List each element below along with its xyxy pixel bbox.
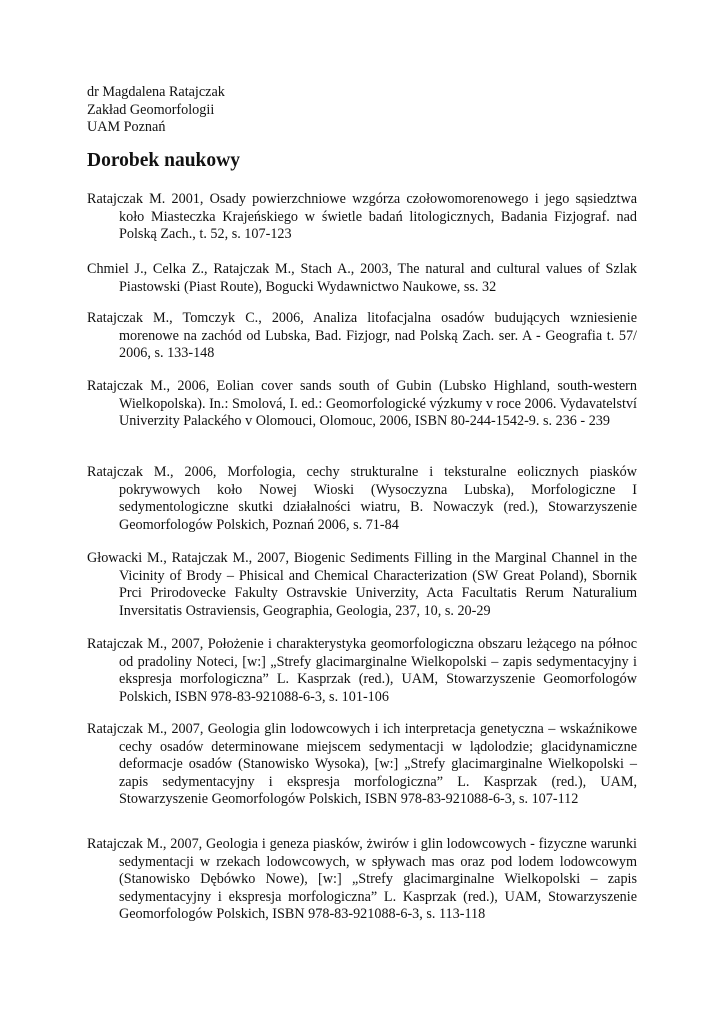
publication-entry: Głowacki M., Ratajczak M., 2007, Biogenic Sediments Filling in the Marginal Channel in the Vicinity of Brody – Phisical and Chemical Characterization (SW Great Poland), Sbornik Prci Prirodovecke Fakulty Ostravskie Univerzity, Acta Facultatis Rerum Naturalium Inversitatis Ostraviensis, Geographia, Geologia, 237, 10, s. 20-29	[87, 550, 637, 619]
publication-entry: Chmiel J., Celka Z., Ratajczak M., Stach A., 2003, The natural and cultural values of Szlak Piastowski (Piast Route), Bogucki Wydawnictwo Naukowe, ss. 32	[87, 261, 637, 295]
publication-entry: Ratajczak M., 2007, Położenie i charakterystyka geomorfologiczna obszaru leżącego na północ od pradoliny Noteci, [w:] „Strefy glacimarginalne Wielkopolski – zapis sedymentacyjny i ekspresja morfologiczna” L. Kasprzak (red.), UAM, Stowarzyszenie Geomorfologów Polskich, ISBN 978-83-921088-6-3, s. 101-106	[87, 636, 637, 705]
author-header	[87, 84, 225, 137]
publication-entry: Ratajczak M., 2006, Eolian cover sands south of Gubin (Lubsko Highland, south-western Wielkopolska). In.: Smolová, I. ed.: Geomorfologické výzkumy v roce 2006. Vydavatelství Univerzity Palackého v Olomouci, Olomouc, 2006, ISBN 80-244-1542-9. s. 236 - 239	[87, 378, 637, 430]
page-title: Dorobek naukowy	[87, 150, 240, 171]
publication-entry: Ratajczak M., 2007, Geologia i geneza piasków, żwirów i glin lodowcowych - fizyczne warunki sedymentacji w rzekach lodowcowych, w spływach mas oraz pod lodem lodowcowym (Stanowisko Dębówko Nowe), [w:] „Strefy glacimarginalne Wielkopolski – zapis sedymentacyjny i ekspresja morfologiczna” L. Kasprzak (red.), UAM, Stowarzyszenie Geomorfologów Polskich, ISBN 978-83-921088-6-3, s. 113-118	[87, 836, 637, 923]
publication-entry: Ratajczak M., 2006, Morfologia, cechy strukturalne i teksturalne eolicznych piasków pokrywowych koło Nowej Wioski (Wysoczyzna Lubska), Morfologiczne I sedymentologiczne skutki działalności wiatru, B. Nowaczyk (red.), Stowarzyszenie Geomorfologów Polskich, Poznań 2006, s. 71-84	[87, 464, 637, 533]
author-department: Zakład Geomorfologii	[87, 101, 215, 118]
publication-entry: Ratajczak M. 2001, Osady powierzchniowe wzgórza czołowomorenowego i jego sąsiedztwa koło Miasteczka Krajeńskiego w świetle badań litologicznych, Badania Fizjograf. nad Polską Zach., t. 52, s. 107-123	[87, 191, 637, 243]
publication-entry: Ratajczak M., 2007, Geologia glin lodowcowych i ich interpretacja genetyczna – wskaźnikowe cechy osadów determinowane miejscem sedymentacji w lądolodzie; glacidynamiczne deformacje osadów (Stanowisko Wysoka), [w:] „Strefy glacimarginalne Wielkopolski – zapis sedymentacyjny i ekspresja morfologiczna” L. Kasprzak (red.), UAM, Stowarzyszenie Geomorfologów Polskich, ISBN 978-83-921088-6-3, s. 107-112	[87, 721, 637, 808]
author-name: dr Magdalena Ratajczak	[87, 84, 225, 100]
publication-entry: Ratajczak M., Tomczyk C., 2006, Analiza litofacjalna osadów budujących wzniesienie morenowe na zachód od Lubska, Bad. Fizjogr, nad Polską Zach. ser. A - Geografia t. 57/ 2006, s. 133-148	[87, 310, 637, 362]
author-university: UAM Poznań	[87, 119, 166, 135]
